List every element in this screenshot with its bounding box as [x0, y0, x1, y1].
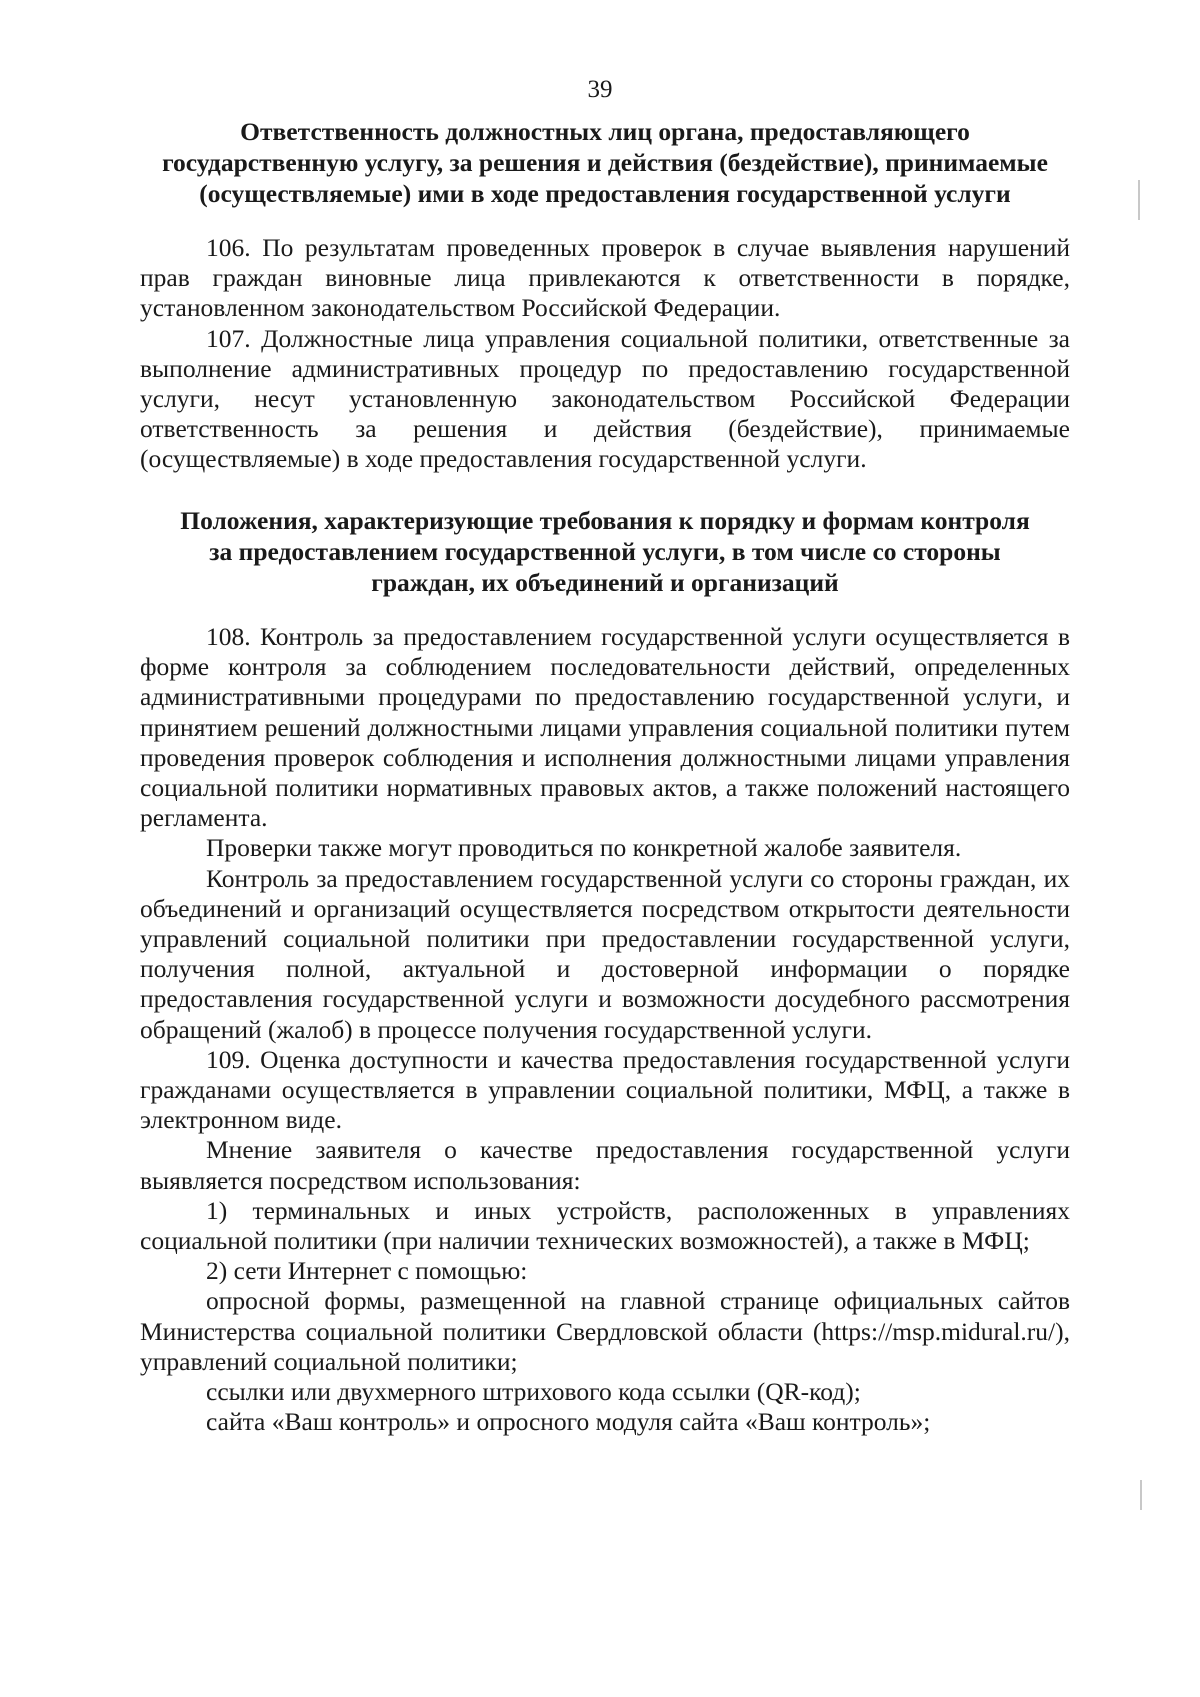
section-body-control	[140, 622, 1070, 1437]
paragraph-109: 109. Оценка доступности и качества предоставления государственной услуги гражданами осуществляется в управлении социальной политики, МФЦ, а также в электронном виде.	[140, 1044, 1070, 1135]
list-item-terminals: 1) терминальных и иных устройств, расположенных в управлениях социальной политики (при наличии технических возможностей), а также в МФЦ;	[140, 1195, 1070, 1256]
paragraph-complaint-checks: Проверки также могут проводиться по конкретной жалобе заявителя.	[206, 833, 962, 863]
paragraph-public-control: Контроль за предоставлением государственной услуги со стороны граждан, их объединений и организаций осуществляется посредством открытости деятельности управлений социальной политики при предоставлении государственной услуги, получения полной, актуальной и достоверной информации о порядке предоставления государственной услуги и возможности досудебного рассмотрения обращений (жалоб) в процессе получения государственной услуги.	[140, 863, 1070, 1044]
list-item-qr-link: ссылки или двухмерного штрихового кода ссылки (QR-код);	[206, 1377, 861, 1407]
page-number: 39	[587, 76, 613, 103]
list-item-survey-form: опросной формы, размещенной на главной странице официальных сайтов Министерства социальной политики Свердловской области (https://msp.midural.ru/), управлений социальной политики;	[140, 1286, 1070, 1376]
heading-line: государственную услугу, за решения и действия (бездействие), принимаемые	[162, 148, 1048, 177]
section-heading-control	[140, 505, 1070, 598]
scan-artifact	[1140, 1480, 1142, 1510]
paragraph-applicant-opinion: Мнение заявителя о качестве предоставления государственной услуги выявляется посредством использования:	[140, 1135, 1070, 1195]
list-item-vash-kontrol: сайта «Ваш контроль» и опросного модуля сайта «Ваш контроль»;	[206, 1407, 931, 1437]
list-item-internet: 2) сети Интернет с помощью:	[206, 1256, 528, 1286]
heading-line: Положения, характеризующие требования к порядку и формам контроля	[180, 506, 1030, 535]
heading-line: за предоставлением государственной услуги, в том числе со стороны	[209, 537, 1001, 566]
section-body-responsibility	[140, 233, 1070, 475]
heading-line: граждан, их объединений и организаций	[371, 568, 839, 597]
paragraph-107: 107. Должностные лица управления социальной политики, ответственные за выполнение административных процедур по предоставлению государственной услуги, несут установленную законодательством Российской Федерации ответственность за решения и действия (бездействие), принимаемые (осуществляемые) в ходе предоставления государственной услуги.	[140, 323, 1070, 474]
paragraph-106: 106. По результатам проведенных проверок в случае выявления нарушений прав граждан виновные лица привлекаются к ответственности в порядке, установленном законодательством Российской Федерации.	[140, 233, 1070, 323]
section-heading-responsibility	[140, 116, 1070, 209]
heading-line: (осуществляемые) ими в ходе предоставления государственной услуги	[199, 179, 1011, 208]
paragraph-108: 108. Контроль за предоставлением государственной услуги осуществляется в форме контроля за соблюдением последовательности действий, определенных административными процедурами по предоставлению государственной услуги, и принятием решений должностными лицами управления социальной политики путем проведения проверок соблюдения и исполнения должностными лицами управления социальной политики нормативных правовых актов, а также положений настоящего регламента.	[140, 622, 1070, 833]
heading-line: Ответственность должностных лиц органа, предоставляющего	[240, 117, 970, 146]
scan-artifact	[1138, 180, 1140, 220]
